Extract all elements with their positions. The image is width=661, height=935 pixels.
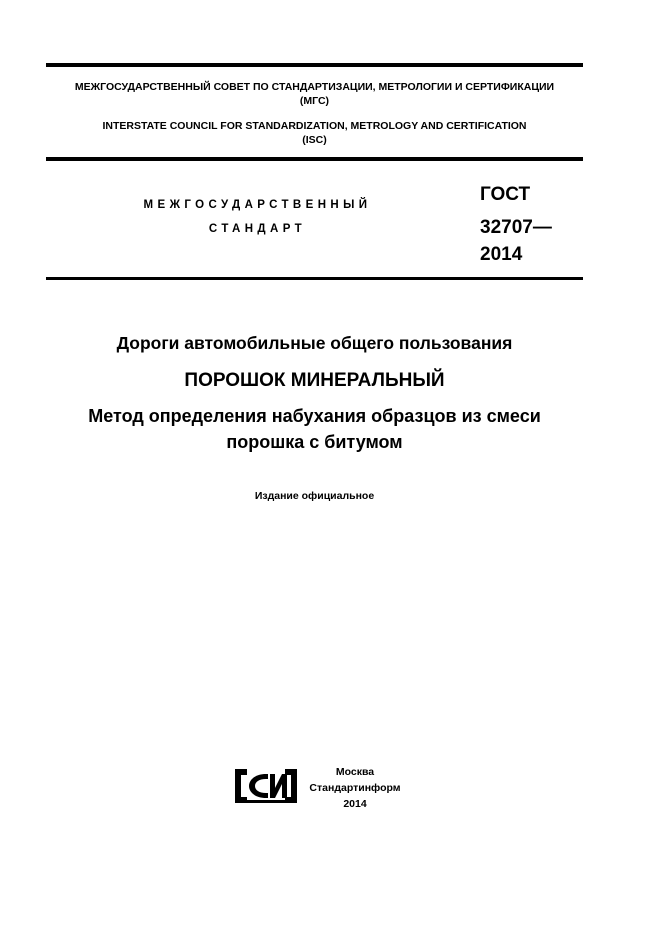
council-en-name: INTERSTATE COUNCIL FOR STANDARDIZATION, METROLOGY AND CERTIFICATION: [102, 120, 527, 132]
edition-label: Издание официальное: [254, 490, 375, 502]
title-roads: Дороги автомобильные общего пользования: [116, 333, 513, 353]
gost-number: 32707—: [480, 217, 552, 238]
middle-rule: [46, 157, 583, 161]
top-rule: [46, 63, 583, 67]
title-method-line2: порошка с битумом: [226, 432, 403, 452]
publisher-name: Стандартинформ: [309, 782, 401, 794]
gost-year: 2014: [480, 244, 523, 265]
title-product: ПОРОШОК МИНЕРАЛЬНЫЙ: [184, 370, 445, 391]
council-en: [46, 119, 583, 147]
publisher-city: Москва: [335, 766, 375, 778]
council-ru: [46, 80, 583, 108]
standartinform-si-logo-icon: [235, 766, 297, 806]
council-ru-abbr: (МГС): [299, 95, 330, 107]
council-ru-name: МЕЖГОСУДАРСТВЕННЫЙ СОВЕТ ПО СТАНДАРТИЗАЦИИ, МЕТРОЛОГИИ И СЕРТИФИКАЦИИ: [74, 81, 555, 93]
lower-rule: [46, 277, 583, 280]
publisher-year: 2014: [343, 798, 367, 810]
standard-type-line2: СТАНДАРТ: [208, 223, 307, 235]
standard-type-line1: МЕЖГОСУДАРСТВЕННЫЙ: [143, 199, 372, 211]
title-method-line1: Метод определения набухания образцов из смеси: [88, 406, 541, 426]
gost-prefix: ГОСТ: [480, 184, 531, 205]
council-en-abbr: (ISC): [302, 134, 327, 146]
